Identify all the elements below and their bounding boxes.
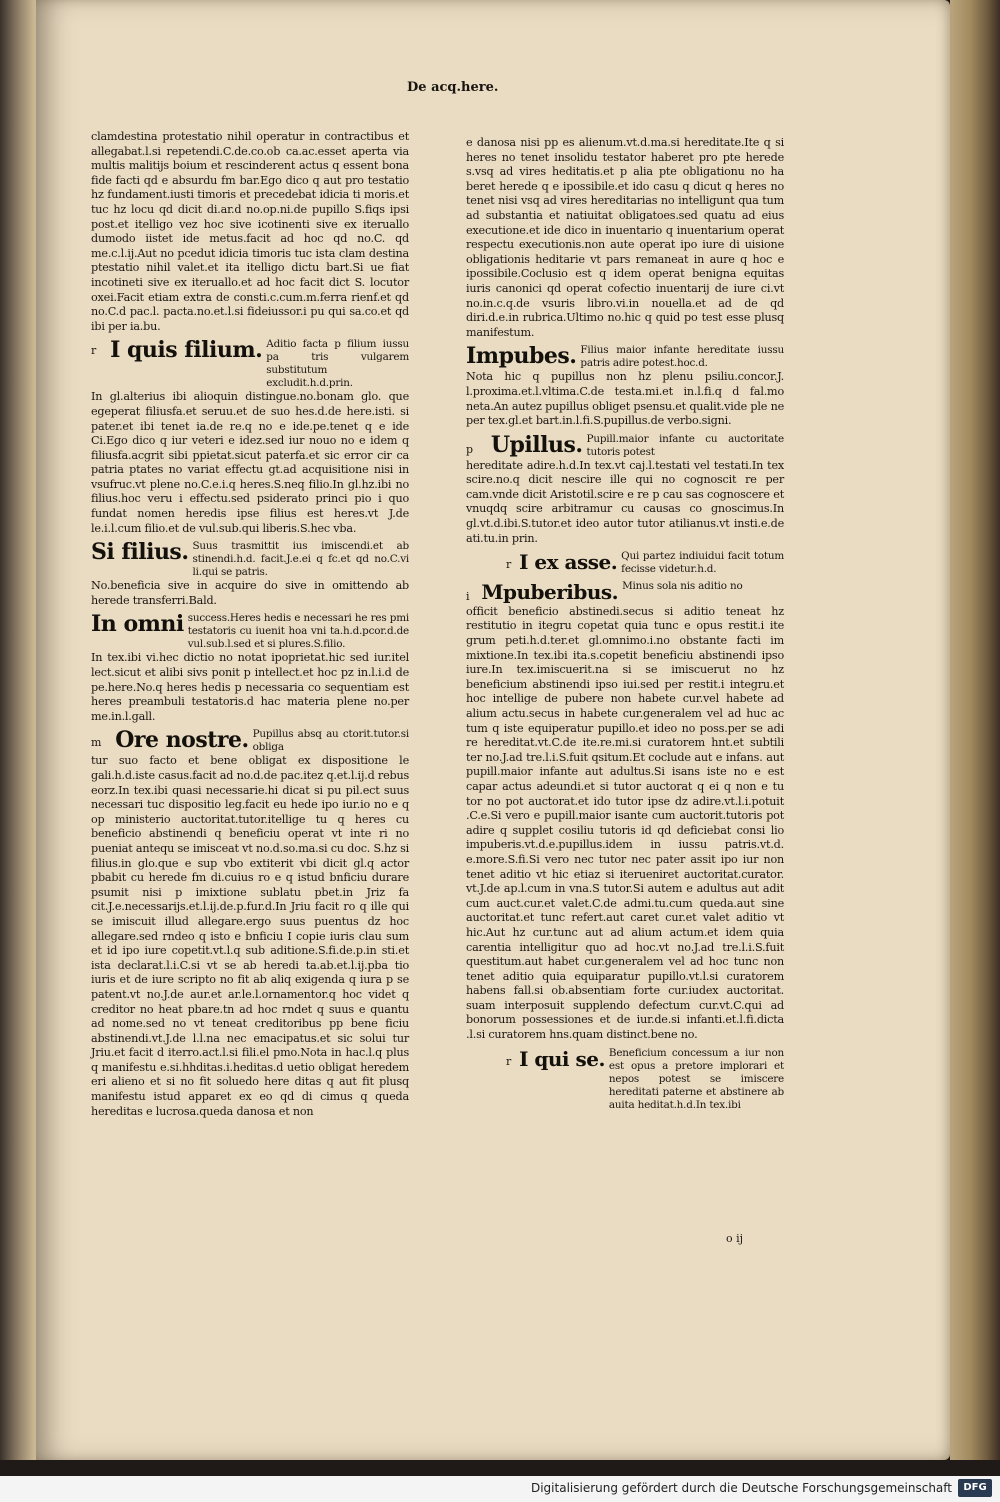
lemma-heading: Ore nostre. [115,727,249,754]
gloss-entry [466,1047,784,1112]
lemma-summary: Pupillus absq au ctorit.tutor.si obliga [252,728,409,754]
lemma-heading: Impubes. [466,343,577,370]
lemma-heading: Upillus. [490,431,583,458]
lemma-summary: Pupill.maior infante cu auctoritate tutoris potest [586,432,784,458]
marginal-letter: p [466,442,473,456]
lemma-summary: Qui partez indiuidui facit totum fecisse videtur.h.d. [621,550,784,576]
gloss-entry [91,612,409,724]
lemma-heading: I qui se. [519,1046,605,1071]
lemma-summary: Filius maior infante hereditate iussu patris adire potest.hoc.d. [580,344,784,370]
left-opening-paragraph: clamdestina protestatio nihil operatur in contractibus et allegabat.l.si repetendi.C.de.co.ob ca.ac.esset aperta via multis malitijs boium et rescinderent actus q essent bona fide facti qd e absurdu fm bar.Ego dico q aut pro testatio hz fundament.iusti timoris et precedebat idicia ti moris.et tuc hz locu qd dicit di.ar.d no.op.ni.de pupillo S.fiqs ipsi post.et itelligo vez hoc sive icotinenti sive ex iteruallo dumodo iistet ide metus.facit ad hoc qd no.C. qd me.c.l.ij.Aut no pcedut idicia timoris tuc ista clam destina ptestatio nihil valet.et ita itelligo dictu bart.Si ue fiat incotineti sive ex iteruallo.et ad hoc facit dict S. locutor oxei.Facit etiam extra de consti.c.cum.m.ferra rienf.et qd no.C.d pac.l. pacta.no.et.l.si fideiussor.i pu qui sa.co.et qd ibi per ia.bu. [91,130,409,333]
marginal-letter: i [466,590,470,604]
lemma-heading: Mpuberibus. [481,580,619,605]
gloss-text: tur suo facto et bene obligat ex dispositione le gali.h.d.iste casus.facit ad no.d.de pac.itez q.et.l.ij.d rebus eorz.In tex.ibi quasi necessarie.hi dicat si pu pil.ect suus necessari tuc dispositio leg.facit eu hede ipo iur.io no e q op ministerio auctoritat.tutor.itellige tu q heres cu beneficio abstinendi q beneficiu operat vt inte ri no pueniat antequ se imisceat vt no.d.so.ma.si cu doc. S.hz si filius.in glo.que e sup vbo extiterit vbi dicit gl.q actor pbabit cu herede fm di.cuius ro e q istud bnficiu durare psumit nisi p imixtione sublatu pbet.in Jriz fa cit.J.e.necessarijs.et.l.ij.de.p.fur.d.In Jriu facit ro q ille qui se imiscuit illud allegare.ergo suus puentus dz hoc allegare.sed rndeo q isto e bnficiu I copie iuris clau sum et id ipo iure copetit.vt.l.q sub aditione.S.fi.de.p.in sti.et ista declarat.l.i.C.si vt se ab heredi ta.ab.et.l.ij.pba tio iuris et de iure scripto no fit ab aliq exigenda q iura p se patent.vt no.J.de aur.et ar.le.l.ornamentor.q hoc videt q creditor no heat pbare.tn ad hoc rndet q suus e quantu ad nome.sed no vt teneat creditoribus pp bene ficiu abstinendi.vt.J.de l.l.na nec emacipatus.et sic solui tur Jriu.et facit d iterro.act.l.si fili.el pmo.Nota in hac.l.q plus q manifestu e.si.hhditas.i.heditas.d uetio obligat heredem eri alieno et si no fit soluedo here ditas q aut fit plusq manifestu istud apparet ex eo qd di cimus q queda hereditas e lucrosa.queda danosa et non [91,754,409,1118]
lemma-heading: I quis filium. [110,337,263,364]
gloss-entry [466,433,784,547]
lemma-summary: Aditio facta p filium iussu pa tris vulgarem substitutum excludit.h.d.prin. [266,338,409,390]
dfg-logo: DFG [958,1479,992,1497]
right-opening-paragraph: e danosa nisi pp es alienum.vt.d.ma.si hereditate.Ite q si heres no tenet insolidu testator haberet pro pte herede s.vsq ad vires heditatis.et p alia pte obligationu no ha beret herede q e ipossibile.et ido casu q dicut q heres no tenet nisi vsq ad vires hereditarias no intelligunt qua tum ad substantia et natiuitat obligatoes.sed quatu ad eius executione.et ide dico in inuentario q inuentarium operat respectu executionis.non aute operat ipo iure di uisione obligationis heditarie vt pars remaneat in aure q hoc e ipossibile.Coclusio est q idem operat benigna equitas iuris canonici qd operat cofectio inuentarij de iure ci.vt no.in.c.q.de vsuris libro.vi.in nouella.et ad de qd diri.d.e.in rubrica.Ultimo no.hic q quid po test esse plusq manifestum. [466,136,784,339]
gloss-text: Nota hic q pupillus non hz plenu psiliu.concor.J. l.proxima.et.l.vltima.C.de testa.mi.et in.l.fi.q d fal.mo neta.An autez pupillus obliget psensu.et qualit.vide ple ne per tex.gl.et bart.in.l.fi.S.pupillus.de verbo.signi. [466,370,784,428]
lemma-summary: Suus trasmittit ius imiscendi.et ab stinendi.h.d. facit.J.e.ei q fc.et qd no.C.vi li.qui se patris. [192,540,409,579]
lemma-heading: I ex asse. [519,550,618,575]
running-head: De acq.here. [407,80,499,95]
gloss-entry [91,338,409,536]
gloss-entry [466,580,784,1042]
digitization-credit: Digitalisierung gefördert durch die Deutsche Forschungsgemeinschaft [530,1481,952,1495]
gloss-text: No.beneficia sive in acquire do sive in omittendo ab herede transferri.Bald. [91,579,409,607]
gloss-entry [91,540,409,608]
gloss-text: In gl.alterius ibi alioquin distingue.no.bonam glo. que egeperat filiusfa.et seruu.et de suo hes.d.de here.isti. si pater.et ibi tenet ia.de re.q no e ide.pe.tenet q e ide Ci.Ego dico q iur veteri e idez.sed iur nouo no e idem q filiusfa.acgrit sibi ppietat.sicut paterfa.et sic error cir ca patria ptates no variat effectu gt.ad acquisitione nisi in vsufruc.vt plene no.C.e.i.q heres.S.neq filio.In gl.hz.ibi no filius.hoc veru i effectu.sed psiderato princi pio i quo fundat nomen heredis ipse filius est heres.vt J.de le.i.l.cum filio.et de vul.sub.qui liberis.S.hec vba. [91,390,409,535]
lemma-summary: Minus sola nis aditio no [622,580,743,593]
gloss-entry [466,344,784,428]
signature-mark: o ij [726,1232,744,1245]
marginal-letter: r [91,344,97,358]
marginal-letter: r [506,558,512,572]
lemma-summary: Beneficium concessum a iur non est opus a pretore implorari et nepos potest se imiscere hereditati paterne et abstinere ab auita heditat.h.d.In tex.ibi [608,1046,784,1111]
left-column [91,130,409,1119]
gloss-text: In tex.ibi vi.hec dictio no notat ipoprietat.hic sed iur.itel lect.sicut et alibi sivs ponit p intellect.et hoc pz in.l.i.d de pe.here.No.q heres hedis p necessaria co sequentiam est heres preambuli testatoris.d hac materia plene no.per me.in.l.gall. [91,651,409,723]
lemma-heading: Si filius. [91,539,189,566]
lemma-heading: In omni [91,611,184,638]
gloss-entry [466,550,784,576]
lemma-summary: success.Heres hedis e necessari he res pmi testatoris cu iuenit hoa vni ta.h.d.pcor.d.de vul.sub.l.sed et si plures.S.filio. [187,612,409,651]
right-column [466,136,784,1112]
gloss-entry [91,728,409,1119]
gloss-text: hereditate adire.h.d.In tex.vt caj.l.testati vel testati.In tex scire.no.q dicit nescire ille qui no cognoscit re per cam.vnde dicit Aristotil.scire e re p cau sas cognoscere et vnuqdq scire arbitramur cu causas co gnoscimus.In gl.vt.d.ibi.S.tutor.et ideo autor tutor atilianus.vt insti.e.de ati.tu.in prin. [466,458,784,545]
marginal-letter: m [91,736,102,750]
marginal-letter: r [506,1054,512,1068]
gloss-text: officit beneficio abstinedi.secus si aditio teneat hz restitutio in itegru copetat quia tunc e opus restit.i ite grum peti.h.d.ter.et gl.omnimo.i.no obstante facti im mixtione.In tex.ibi ita.s.copetit beneficiu abstinendi ipso iure.In tex.imiscuerit.na si se imiscuerut no hz beneficium abstinendi ipso iui.sed per restit.i integru.et hoc intellige de pubere non habete cur.vel habete ad alium actu.secus in habete cur.generalem vel ad huc ac tum q iste equiperatur pupillo.et ideo no poss.per se adi re hereditat.vt.C.de ite.re.mi.si curatorem hnt.et subtili ter no.J.ad tre.l.i.S.fuit qsitum.Et coclude aut e infans. aut pupill.maior infante aut adultus.Si isans iste no e est capar actus adeundi.et si tutor auctorat q ei q non e tu tor no pot auctorat.et ido tutor ipse dz adire.vt.l.i.potuit .C.e.Si vero e pupill.maior isante cum auctorit.tutoris pot adire q supplet cosiliu tutoris id qd deficiebat consi lio impuberis.vt.d.e.pupillus.idem in iussu patris.vt.d. e.more.S.fi.Si vero nec tutor nec pater assit ipo iur non tenet aditio vt hic etiaz si iterueniret auctoritat.curator. vt.J.de ap.l.cum in vna.S tutor.Si autem e adultus aut adit cum auct.cur.et valet.C.de admi.tu.cum queda.aut sine auctoritat.et tunc refert.aut caret cur.et valet aditio vt hic.Aut hz cur.tunc aut ad alium actum.et idem quia carentia intelligitur quo ad hoc.vt no.J.ad tre.l.i.S.fuit questitum.aut habet cur.generalem vel ad hoc tunc non tenet aditio quia equiparatur pupillo.vt.l.si curatorem habens fall.si ob.absentiam forte cur.iudex auctoritat. suam interposuit supplendo defectum cur.vt.C.qui ad bonorum possessiones et de iur.de.si infanti.et.l.fi.dicta .l.si curatorem hns.quam distinct.bene no. [466,604,784,1042]
page-stack-edge [950,0,1000,1460]
